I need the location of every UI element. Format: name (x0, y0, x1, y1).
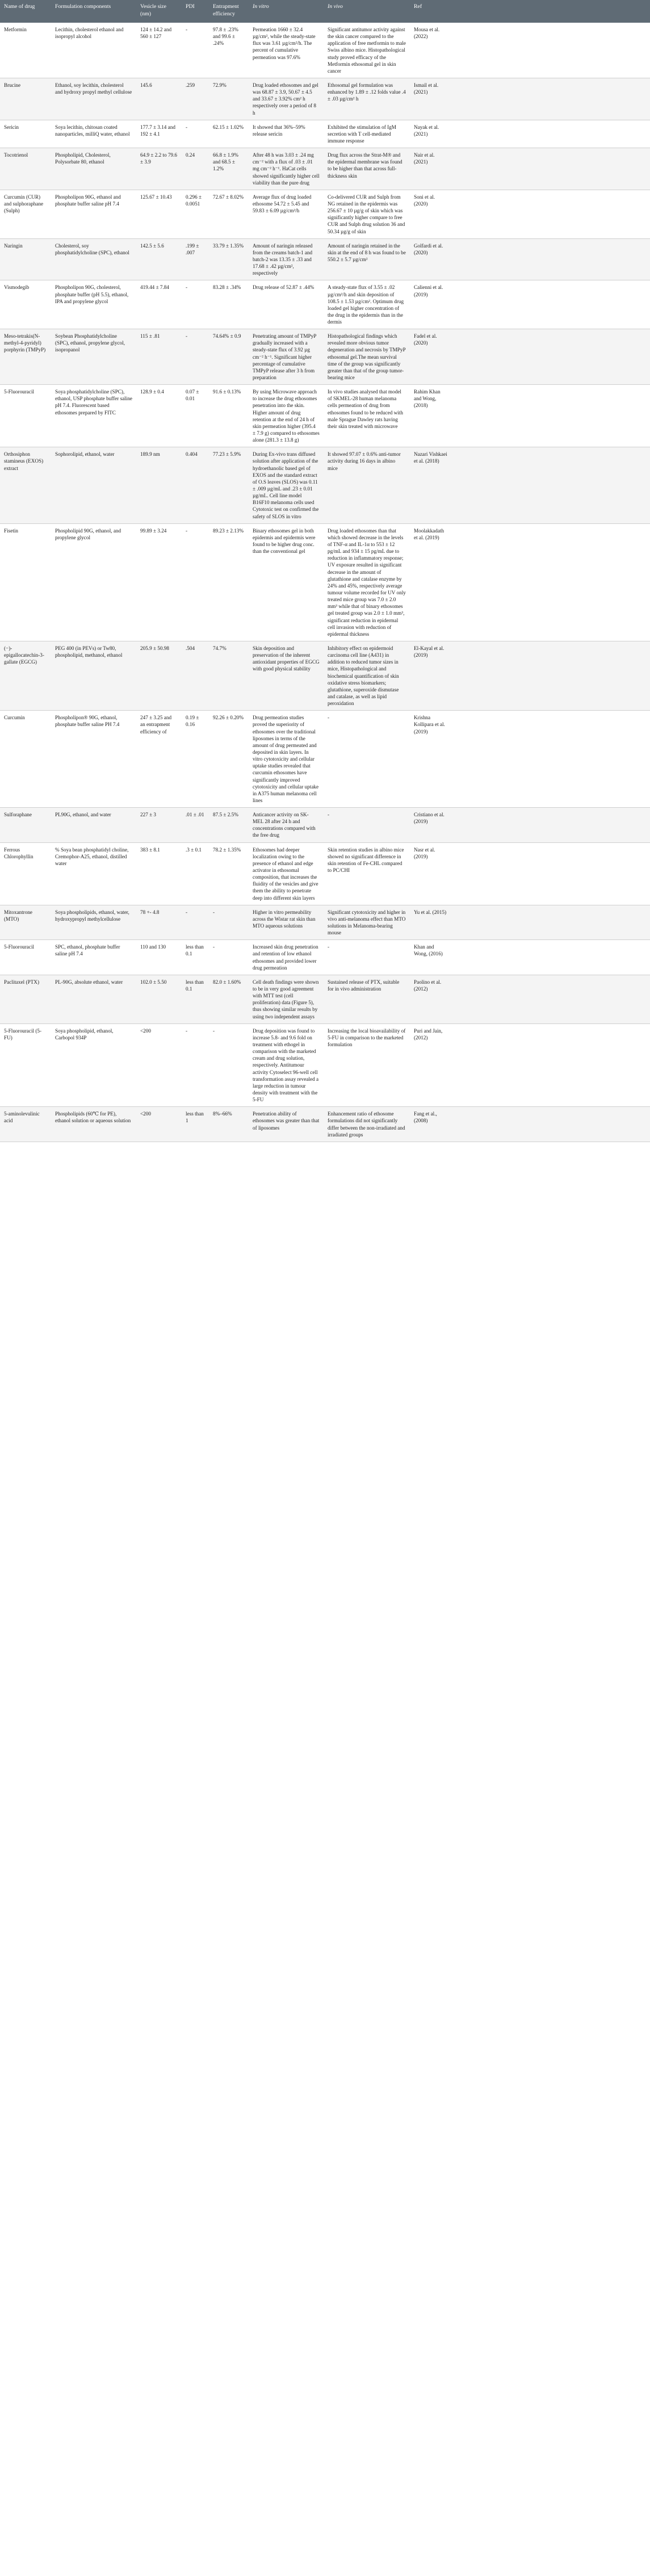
cell-in-vivo: It showed 97.07 ± 0.6% anti-tumor activity during 16 days in albino mice (324, 447, 410, 523)
cell-drug: Sulforaphane (0, 808, 51, 843)
cell-in-vivo: Drug loaded ethosomes than that which showed decrease in the levels of TNF-α and IL-1α to 553 ± 12 pg/mL and 934 ± 15 pg/mL due to reduction in inflammatory response; UV exposure resulted in significant decrease in the amount of glutathione and catalase enzyme by 24% and 45%, respectively average tumour volume recorded for UV only treated mice group was 7.0 ± 2.0 mm³ while that of binary ethosomes gel treated group was 2.0 ± 1.0 mm³, significant reduction in epidermal cell invasion with reduction of epidermal thickness (324, 523, 410, 641)
cell-drug: Metformin (0, 23, 51, 78)
cell-pdi: less than 1 (182, 1107, 209, 1142)
cell-pdi: - (182, 23, 209, 78)
cell-in-vivo: Amount of naringin retained in the skin at the end of 8 h was found to be 550.2 ± 5.7 µg/cm² (324, 238, 410, 280)
cell-entrapment: 91.6 ± 0.13% (209, 385, 249, 447)
cell-in-vivo: Significant cytotoxicity and higher in vivo anti-melanoma effect than MTO solutions in Melanoma-bearing mouse (324, 905, 410, 940)
cell-formulation: Cholesterol, soy phosphatidylcholine (SPC), ethanol (51, 238, 136, 280)
table-row (0, 190, 650, 238)
cell-entrapment: 72.67 ± 8.02% (209, 190, 249, 238)
header-ref: Ref (410, 0, 451, 23)
header-drug: Name of drug (0, 0, 51, 23)
cell-in-vivo: Inhibitory effect on epidermoid carcinoma cell line (A431) in addition to reduced tumor sizes in mice, Histopathological and biochemical quantification of skin oxidative stress biomarkers; glutathione, superoxide dismutase and catalase, as well as lipid peroxidation (324, 641, 410, 710)
formulation-table (0, 0, 650, 1142)
cell-drug: Curcumin (CUR) and sulphoraphane (Sulph) (0, 190, 51, 238)
table-row (0, 238, 650, 280)
cell-pdi: 0.404 (182, 447, 209, 523)
row-spacer (451, 190, 650, 238)
cell-drug: 5-Fluorouracil (0, 385, 51, 447)
row-spacer (451, 120, 650, 148)
row-spacer (451, 148, 650, 190)
cell-vesicle-size: 99.89 ± 3.24 (136, 523, 182, 641)
cell-pdi: - (182, 523, 209, 641)
row-spacer (451, 1023, 650, 1107)
cell-entrapment: 74.64% ± 0.9 (209, 329, 249, 385)
table-row (0, 447, 650, 523)
table-body (0, 23, 650, 1142)
cell-drug: Ferrous Chlorophyllin (0, 842, 51, 905)
cell-pdi: 0.07 ± 0.01 (182, 385, 209, 447)
cell-drug: Orthosiphon stamineus (EXOS) extract (0, 447, 51, 523)
cell-formulation: Phospholipon 90G, cholesterol, phosphate buffer (pH 5.5), ethanol, IPA and propylene glycol (51, 280, 136, 329)
cell-formulation: Phospholipon® 90G, ethanol, phosphate buffer saline PH 7.4 (51, 711, 136, 808)
cell-pdi: .3 ± 0.1 (182, 842, 209, 905)
cell-formulation: Soya phosphatidylcholine (SPC), ethanol, USP phosphate buffer saline pH 7.4. Fluorescent based ethosomes prepared by FITC (51, 385, 136, 447)
cell-ref: El-Kayal et al. (2019) (410, 641, 451, 710)
cell-in-vivo: Skin retention studies in albino mice showed no significant difference in skin retention of Fe-CHL compared to PC/CHI (324, 842, 410, 905)
cell-drug: Fisetin (0, 523, 51, 641)
cell-in-vitro: Anticancer activity on SK-MEL 28 after 24 h and concentrations compared with the free drug (249, 808, 324, 843)
cell-vesicle-size: 227 ± 3 (136, 808, 182, 843)
table-row (0, 808, 650, 843)
cell-ref: Golfardi et al. (2020) (410, 238, 451, 280)
cell-in-vitro: Drug release of 52.87 ± .44% (249, 280, 324, 329)
cell-in-vitro: Increased skin drug penetration and retention of low ethanol ethosomes and provided lower drug permeation (249, 940, 324, 975)
cell-entrapment: 78.2 ± 1.35% (209, 842, 249, 905)
table-header (0, 0, 650, 23)
cell-entrapment: 92.26 ± 0.20% (209, 711, 249, 808)
cell-in-vitro: Permeation 1660 ± 32.4 µg/cm², while the steady-state flux was 3.61 µg/cm²/h. The percent of cumulative permeation was 97.6% (249, 23, 324, 78)
cell-formulation: Phospholipon 90G, ethanol and phosphate buffer saline pH 7.4 (51, 190, 136, 238)
cell-vesicle-size: 115 ± .81 (136, 329, 182, 385)
cell-entrapment: - (209, 940, 249, 975)
cell-entrapment: 89.23 ± 2.13% (209, 523, 249, 641)
cell-pdi: 0.19 ± 0.16 (182, 711, 209, 808)
cell-vesicle-size: 110 and 130 (136, 940, 182, 975)
cell-ref: Puri and Jain, (2012) (410, 1023, 451, 1107)
cell-in-vitro: Ethosomes had deeper localization owing to the presence of ethanol and edge activator in ethosomal composition, that increases the fluidity of the vesicles and give them the ability to penetrate deep into different skin layers (249, 842, 324, 905)
header-formulation: Formulation components (51, 0, 136, 23)
header-pdi: PDI (182, 0, 209, 23)
table-row (0, 641, 650, 710)
row-spacer (451, 905, 650, 940)
table-row (0, 905, 650, 940)
cell-vesicle-size: 78 +- 4.8 (136, 905, 182, 940)
cell-drug: 5-aminolevulinic acid (0, 1107, 51, 1142)
row-spacer (451, 238, 650, 280)
cell-in-vivo: Enhancement ratio of ethosome formulations did not significantly differ between the non-irradiated and irradiated groups (324, 1107, 410, 1142)
cell-in-vivo: - (324, 940, 410, 975)
table-row (0, 711, 650, 808)
cell-in-vitro: Higher in vitro permeability across the Wistar rat skin than MTO aqueous solutions (249, 905, 324, 940)
cell-formulation: Soya lecithin, chitosan coated nanoparticles, milliQ water, ethanol (51, 120, 136, 148)
cell-in-vitro: Drug permeation studies proved the superiority of ethosomes over the traditional liposomes in terms of the amount of drug permeated and deposited in skin layers. In vitro cytotoxicity and cellular uptake studies revealed that curcumin ethosomes have significantly improved cytotoxicity and cellular uptake in A375 human melanoma cell lines (249, 711, 324, 808)
cell-entrapment: 74.7% (209, 641, 249, 710)
cell-in-vivo: Co-delivered CUR and Sulph from NG retained in the epidermis was 256.67 ± 10 µg/g of skin which was significantly higher compare to free CUR and Sulph drug solution 36 and 50.34 µg/g of skin (324, 190, 410, 238)
row-spacer (451, 711, 650, 808)
cell-pdi: .199 ± .007 (182, 238, 209, 280)
header-vesicle-size: Vesicle size (nm) (136, 0, 182, 23)
cell-in-vivo: A steady-state flux of 3.55 ± .02 µg/cm²/h and skin deposition of 108.5 ± 1.53 µg/cm². Optimum drug loaded gel higher concentration of the drug in the epidermis than in the dermis (324, 280, 410, 329)
cell-vesicle-size: 419.44 ± 7.84 (136, 280, 182, 329)
table-row (0, 385, 650, 447)
cell-in-vitro: By using Microwave approach to increase the drug ethosomes penetration into the skin. Higher amount of drug retention at the end of 24 h of skin permeation higher (395.4 ± 7.9 g) compared to ethosomes alone (281.3 ± 13.8 g) (249, 385, 324, 447)
cell-ref: Fang et al., (2008) (410, 1107, 451, 1142)
cell-ref: Mousa et al. (2022) (410, 23, 451, 78)
cell-drug: 5-Fluorouracil (0, 940, 51, 975)
cell-ref: Krishna Kollipara et al. (2019) (410, 711, 451, 808)
cell-pdi: - (182, 280, 209, 329)
cell-ref: Khan and Wong, (2016) (410, 940, 451, 975)
cell-pdi: - (182, 905, 209, 940)
header-in-vivo: In vivo (324, 0, 410, 23)
cell-drug: Meso-tetrakis(N-methyl-4-pyridyl) porphyrin (TMPyP) (0, 329, 51, 385)
table-row (0, 1107, 650, 1142)
cell-vesicle-size: 125.67 ± 10.43 (136, 190, 182, 238)
cell-in-vivo: Drug flux across the Strat-M® and the epidermal membrane was found to be higher than that across full-thickness skin (324, 148, 410, 190)
cell-in-vitro: Penetration ability of ethosomes was greater than that of liposomes (249, 1107, 324, 1142)
row-spacer (451, 280, 650, 329)
cell-vesicle-size: 247 ± 3.25 and an entrapment efficiency of (136, 711, 182, 808)
cell-entrapment: 87.5 ± 2.5% (209, 808, 249, 843)
cell-vesicle-size: 205.9 ± 50.98 (136, 641, 182, 710)
cell-ref: Fadel et al. (2020) (410, 329, 451, 385)
cell-ref: Nasr et al. (2019) (410, 842, 451, 905)
row-spacer (451, 641, 650, 710)
cell-in-vivo: Exhibited the stimulation of IgM secretion with T cell-mediated immune response (324, 120, 410, 148)
cell-vesicle-size: <200 (136, 1023, 182, 1107)
cell-ref: Cristiano et al. (2019) (410, 808, 451, 843)
row-spacer (451, 23, 650, 78)
cell-in-vivo: Ethosomal gel formulation was enhanced by 1.89 ± .12 folds value .4 ± .03 µg/cm² h (324, 78, 410, 120)
cell-pdi: 0.24 (182, 148, 209, 190)
header-in-vitro: In vitro (249, 0, 324, 23)
cell-in-vitro: Drug loaded ethosomes and gel was 68.87 ± 3.9, 50.67 ± 4.5 and 33.67 ± 3.92% cm² h respectively over a period of 8 h (249, 78, 324, 120)
cell-in-vitro: Average flux of drug loaded ethosome 54.72 ± 5.45 and 59.83 ± 6.09 µg/cm²/h (249, 190, 324, 238)
cell-ref: Rahim Khan and Wong, (2018) (410, 385, 451, 447)
cell-ref: Nayak et al. (2021) (410, 120, 451, 148)
cell-ref: Paolino et al. (2012) (410, 975, 451, 1023)
table-row (0, 120, 650, 148)
cell-pdi: less than 0.1 (182, 975, 209, 1023)
cell-in-vitro: After 48 h was 3.03 ± .24 mg cm⁻² with a flux of .03 ± .01 mg cm⁻² h⁻¹. HaCat cells showed significantly higher cell viability than the pure drug (249, 148, 324, 190)
row-spacer (451, 842, 650, 905)
cell-drug: Paclitaxel (PTX) (0, 975, 51, 1023)
row-spacer (451, 975, 650, 1023)
cell-entrapment: 72.9% (209, 78, 249, 120)
cell-vesicle-size: 177.7 ± 3.14 and 192 ± 4.1 (136, 120, 182, 148)
cell-formulation: Soya phospholipids, ethanol, water, hydroxypropyl methylcellulose (51, 905, 136, 940)
cell-vesicle-size: 145.6 (136, 78, 182, 120)
cell-drug: Sericin (0, 120, 51, 148)
cell-in-vitro: Drug deposition was found to increase 5.8- and 9.6 fold on treatment with ethogel in comparison with the marketed cream and drug solution, respectively. Antitumour activity Cytoselect 96-well cell transformation assay revealed a large reduction in tumour density with treatment with the 5-FU (249, 1023, 324, 1107)
cell-drug: Vismodegib (0, 280, 51, 329)
cell-ref: Yu et al. (2015) (410, 905, 451, 940)
cell-ref: Ismail et al. (2021) (410, 78, 451, 120)
row-spacer (451, 329, 650, 385)
cell-drug: Naringin (0, 238, 51, 280)
table-row (0, 78, 650, 120)
cell-in-vitro: During Ex-vivo trans diffused solution after application of the hydroethanolic based gel of EXOS and the standard extract of O.S leaves (SLOS) was 0.11 ± .009 µg/mL and .23 ± 0.01 µg/mL. Cell line model B16F10 melanoma cells used Cytotoxic test on confirmed the safety of SLOS in vitro (249, 447, 324, 523)
cell-formulation: Phospholipid 90G, ethanol, and propylene glycol (51, 523, 136, 641)
table-row (0, 280, 650, 329)
cell-drug: Brucine (0, 78, 51, 120)
cell-pdi: less than 0.1 (182, 940, 209, 975)
header-spacer (451, 0, 650, 23)
cell-ref: Nazari Vishkaei et al. (2018) (410, 447, 451, 523)
cell-drug: 5-Fluorouracil (5-FU) (0, 1023, 51, 1107)
cell-entrapment: - (209, 1023, 249, 1107)
cell-vesicle-size: 102.0 ± 5.50 (136, 975, 182, 1023)
cell-in-vitro: Binary ethosomes gel in both epidermis and epidermis were found to be higher drug conc. than the conventional gel (249, 523, 324, 641)
cell-entrapment: - (209, 905, 249, 940)
table-row (0, 842, 650, 905)
cell-in-vitro: Penetrating amount of TMPyP gradually increased with a steady-state flux of 3.92 µg cm⁻² h⁻¹. Significant higher percentage of cumulative TMPyP release after 3 h from preparation (249, 329, 324, 385)
cell-in-vivo: Increasing the local bioavailability of 5-FU in comparison to the marketed formulation (324, 1023, 410, 1107)
cell-pdi: - (182, 329, 209, 385)
cell-in-vivo: - (324, 711, 410, 808)
cell-in-vitro: Amount of naringin released from the creams batch-1 and batch-2 was 13.35 ± .33 and 17.68 ± .42 µg/cm², respectively (249, 238, 324, 280)
cell-entrapment: 83.28 ± .34% (209, 280, 249, 329)
cell-formulation: Lecithin, cholesterol ethanol and isopropyl alcohol (51, 23, 136, 78)
row-spacer (451, 78, 650, 120)
cell-entrapment: 8%–66% (209, 1107, 249, 1142)
cell-formulation: Phospholipids (60℃ for PE), ethanol solution or aqueous solution (51, 1107, 136, 1142)
cell-drug: Curcumin (0, 711, 51, 808)
row-spacer (451, 447, 650, 523)
table-row (0, 23, 650, 78)
cell-drug: (−)-epigallocatechin-3-gallate (EGCG) (0, 641, 51, 710)
cell-formulation: SPC, ethanol, phosphate buffer saline pH 7.4 (51, 940, 136, 975)
row-spacer (451, 808, 650, 843)
cell-vesicle-size: 124 ± 14.2 and 560 ± 127 (136, 23, 182, 78)
cell-pdi: .259 (182, 78, 209, 120)
cell-ref: Soni et al. (2020) (410, 190, 451, 238)
header-entrapment: Entrapment efficiency (209, 0, 249, 23)
row-spacer (451, 523, 650, 641)
table-row (0, 940, 650, 975)
cell-vesicle-size: 383 ± 8.1 (136, 842, 182, 905)
table-row (0, 1023, 650, 1107)
cell-drug: Mitoxantrone (MTO) (0, 905, 51, 940)
table-row (0, 975, 650, 1023)
cell-in-vivo: Significant antitumor activity against the skin cancer compared to the application of free metformin to male Swiss albino mice. Histopathological study proved efficacy of the Metformin ethosomal gel in skin cancer (324, 23, 410, 78)
cell-formulation: Soya phospholipid, ethanol, Carbopol 934P (51, 1023, 136, 1107)
cell-formulation: PL90G, ethanol, and water (51, 808, 136, 843)
cell-formulation: Ethanol, soy lecithin, cholesterol and hydroxy propyl methyl cellulose (51, 78, 136, 120)
cell-vesicle-size: 189.9 nm (136, 447, 182, 523)
cell-entrapment: 97.8 ± .23% and 99.6 ± .24% (209, 23, 249, 78)
table-row (0, 329, 650, 385)
cell-pdi: - (182, 1023, 209, 1107)
cell-formulation: % Soya bean phosphatidyl choline, Cremophor-A25, ethanol, distilled water (51, 842, 136, 905)
cell-vesicle-size: <200 (136, 1107, 182, 1142)
cell-entrapment: 77.23 ± 5.9% (209, 447, 249, 523)
cell-entrapment: 33.79 ± 1.35% (209, 238, 249, 280)
cell-vesicle-size: 128.9 ± 0.4 (136, 385, 182, 447)
cell-in-vivo: In vivo studies analysed that model of SKMEL-28 human melanoma cells permeation of drug from ethosomes found to be reduced with male Sprague Dawley rats having their skin treated with microwave (324, 385, 410, 447)
cell-entrapment: 82.0 ± 1.60% (209, 975, 249, 1023)
cell-entrapment: 62.15 ± 1.02% (209, 120, 249, 148)
cell-in-vivo: Sustained release of PTX, suitable for in vivo administration (324, 975, 410, 1023)
cell-entrapment: 66.8 ± 1.9% and 68.5 ± 1.2% (209, 148, 249, 190)
cell-in-vivo: Histopathological findings which revealed more obvious tumor degeneration and necrosis by TMPyP ethosomal gel.The mean survival time of the group was significantly greater than that of the group tumor-bearing mice (324, 329, 410, 385)
cell-formulation: Soybean Phosphatidylcholine (SPC), ethanol, propylene glycol, isopropanol (51, 329, 136, 385)
cell-ref: Moolakkadath et al. (2019) (410, 523, 451, 641)
cell-vesicle-size: 142.5 ± 5.6 (136, 238, 182, 280)
cell-in-vivo: - (324, 808, 410, 843)
row-spacer (451, 385, 650, 447)
cell-formulation: Sophorolipid, ethanol, water (51, 447, 136, 523)
row-spacer (451, 1107, 650, 1142)
cell-vesicle-size: 64.9 ± 2.2 to 79.6 ± 3.9 (136, 148, 182, 190)
cell-in-vitro: Skin deposition and preservation of the inherent antioxidant properties of EGCG with good physical stability (249, 641, 324, 710)
cell-in-vitro: It showed that 36%–59% release sericin (249, 120, 324, 148)
cell-formulation: PL-90G, absolute ethanol, water (51, 975, 136, 1023)
table-row (0, 523, 650, 641)
cell-ref: Calienni et al. (2019) (410, 280, 451, 329)
cell-ref: Nair et al. (2021) (410, 148, 451, 190)
cell-pdi: .504 (182, 641, 209, 710)
cell-pdi: - (182, 120, 209, 148)
cell-in-vitro: Cell death findings were shown to be in very good agreement with MTT test (cell proliferation) data (Figure 5), thus showing similar results by using two independent assays (249, 975, 324, 1023)
cell-pdi: .01 ± .01 (182, 808, 209, 843)
cell-pdi: 0.296 ± 0.0051 (182, 190, 209, 238)
cell-formulation: PEG 400 (in PEVs) or Tw80, phospholipid, methanol, ethanol (51, 641, 136, 710)
row-spacer (451, 940, 650, 975)
cell-drug: Tocotrienol (0, 148, 51, 190)
cell-formulation: Phospholipid, Cholesterol, Polysorbate 80, ethanol (51, 148, 136, 190)
table-row (0, 148, 650, 190)
